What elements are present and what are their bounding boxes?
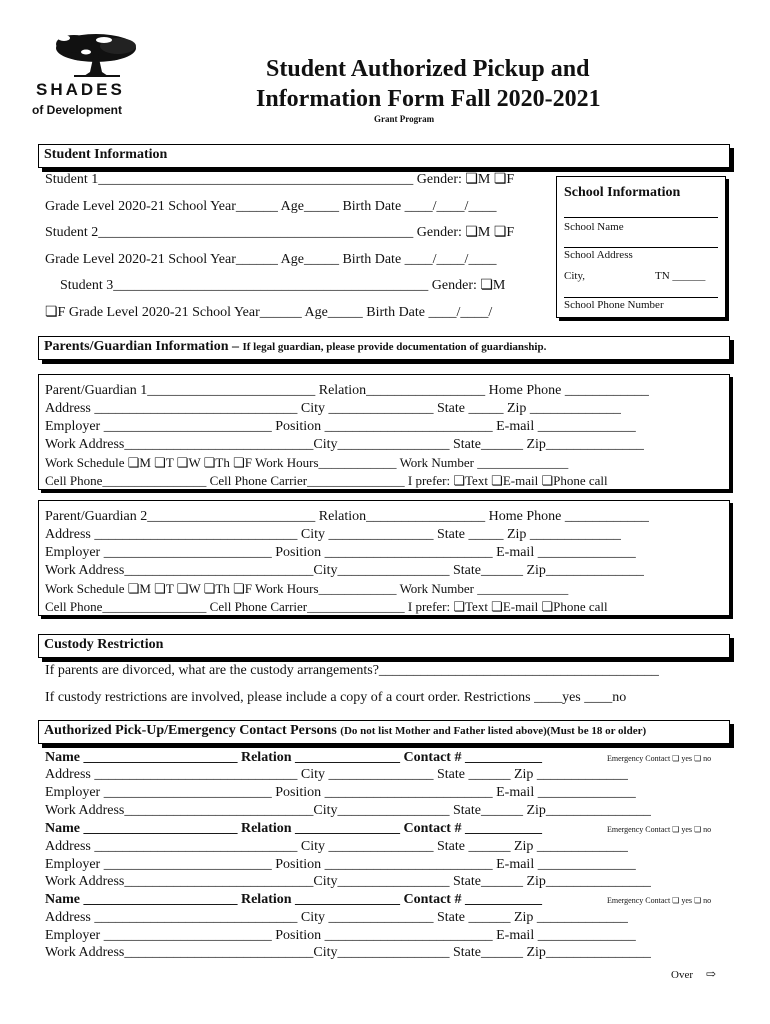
custody-arrangements-question[interactable]: If parents are divorced, what are the custody arrangements?________________________________________ — [45, 663, 659, 678]
form-subtitle: Grant Program — [374, 114, 435, 124]
student2-details-row[interactable]: Grade Level 2020-21 School Year______ Age_____ Birth Date ____/____/____ — [45, 252, 497, 267]
contact2-address-row[interactable]: Address _____________________________ City _______________ State ______ Zip _____________ — [45, 839, 628, 854]
custody-header: Custody Restriction — [38, 634, 730, 658]
guardian1-box — [38, 374, 730, 490]
logo — [30, 30, 140, 120]
contact1-employer-row[interactable]: Employer ________________________ Position ________________________ E-mail ______________ — [45, 785, 636, 800]
tree-icon — [44, 30, 144, 78]
contact1-work-row[interactable]: Work Address___________________________City________________ State______ Zip_______________ — [45, 803, 651, 818]
contact2-work-row[interactable]: Work Address___________________________City________________ State______ Zip_______________ — [45, 874, 651, 889]
parents-header-title: Parents/Guardian Information – — [44, 339, 243, 354]
guardian1-line-4[interactable]: Work Address___________________________City________________ State______ Zip______________ — [45, 437, 644, 452]
contact2-name-row[interactable]: Name ______________________ Relation _______________ Contact # ___________ — [45, 821, 542, 836]
pickup-header-note: (Do not list Mother and Father listed above)(Must be 18 or older) — [340, 725, 647, 737]
contact1-emergency-checkbox[interactable]: Emergency Contact ❏ yes ❏ no — [607, 754, 712, 763]
student3-details-row[interactable]: ❏F Grade Level 2020-21 School Year______ Age_____ Birth Date ____/____/ — [45, 305, 493, 320]
student1-details-row[interactable]: Grade Level 2020-21 School Year______ Age_____ Birth Date ____/____/____ — [45, 199, 497, 214]
school-name-line[interactable] — [564, 217, 718, 218]
contact1-name-row[interactable]: Name ______________________ Relation _______________ Contact # ___________ — [45, 750, 542, 765]
brand-tagline: of Development — [32, 103, 123, 117]
pickup-header-title: Authorized Pick-Up/Emergency Contact Persons — [44, 723, 341, 738]
pickup-header — [38, 720, 730, 744]
contact3-name-row[interactable]: Name ______________________ Relation _______________ Contact # ___________ — [45, 892, 542, 907]
guardian1-line-3[interactable]: Employer ________________________ Position ________________________ E-mail ______________ — [45, 419, 636, 434]
contact3-work-row[interactable]: Work Address___________________________City________________ State______ Zip_______________ — [45, 945, 651, 960]
contact2-employer-row[interactable]: Employer ________________________ Position ________________________ E-mail ______________ — [45, 857, 636, 872]
school-city-label: City, — [564, 270, 585, 282]
contact1-address-row[interactable]: Address _____________________________ City _______________ State ______ Zip _____________ — [45, 767, 628, 782]
student2-row[interactable]: Student 2_____________________________________________ Gender: ❏M ❏F — [45, 225, 515, 240]
school-address-line[interactable] — [564, 247, 718, 248]
student1-row[interactable]: Student 1_____________________________________________ Gender: ❏M ❏F — [45, 172, 515, 187]
school-phone-line[interactable] — [564, 297, 718, 298]
guardian2-line-3[interactable]: Employer ________________________ Position ________________________ E-mail ______________ — [45, 545, 636, 560]
over-label: Over — [671, 969, 693, 981]
parents-header — [38, 336, 730, 360]
parents-header-note: If legal guardian, please provide documentation of guardianship. — [242, 341, 547, 353]
guardian2-line-1[interactable]: Parent/Guardian 2________________________ Relation_________________ Home Phone ____________ — [45, 509, 649, 524]
contact3-employer-row[interactable]: Employer ________________________ Position ________________________ E-mail ______________ — [45, 928, 636, 943]
brand-name: SHADES — [36, 80, 125, 99]
student-info-header: Student Information — [38, 144, 730, 168]
school-phone-label: School Phone Number — [564, 299, 664, 311]
guardian2-line-4[interactable]: Work Address___________________________City________________ State______ Zip______________ — [45, 563, 644, 578]
contact2-emergency-checkbox[interactable]: Emergency Contact ❏ yes ❏ no — [607, 825, 712, 834]
guardian2-line-5[interactable]: Work Schedule ❏M ❏T ❏W ❏Th ❏F Work Hours____________ Work Number ______________ — [45, 581, 569, 596]
form-title-line1: Student Authorized Pickup and — [266, 56, 590, 82]
student3-row[interactable]: Student 3_____________________________________________ Gender: ❏M — [60, 278, 506, 293]
guardian2-line-6[interactable]: Cell Phone________________ Cell Phone Carrier_______________ I prefer: ❏Text ❏E-mail ❏Phone call — [45, 599, 608, 614]
school-address-label: School Address — [564, 249, 633, 261]
arrow-right-icon: ⇨ — [706, 967, 717, 981]
guardian2-line-2[interactable]: Address _____________________________ City _______________ State _____ Zip _____________ — [45, 527, 621, 542]
guardian1-line-1[interactable]: Parent/Guardian 1________________________ Relation_________________ Home Phone ____________ — [45, 383, 649, 398]
guardian1-line-2[interactable]: Address _____________________________ City _______________ State _____ Zip _____________ — [45, 401, 621, 416]
form-title-line2: Information Form Fall 2020-2021 — [256, 86, 601, 112]
contact3-emergency-checkbox[interactable]: Emergency Contact ❏ yes ❏ no — [607, 896, 712, 905]
guardian1-line-5[interactable]: Work Schedule ❏M ❏T ❏W ❏Th ❏F Work Hours____________ Work Number ______________ — [45, 455, 569, 470]
custody-restrictions-question[interactable]: If custody restrictions are involved, please include a copy of a court order. Restrictions ____yes ____no — [45, 690, 627, 705]
guardian2-box — [38, 500, 730, 616]
school-state-field[interactable]: TN ______ — [655, 270, 706, 282]
guardian1-line-6[interactable]: Cell Phone________________ Cell Phone Carrier_______________ I prefer: ❏Text ❏E-mail ❏Phone call — [45, 473, 608, 488]
school-name-label: School Name — [564, 221, 624, 233]
contact3-address-row[interactable]: Address _____________________________ City _______________ State ______ Zip _____________ — [45, 910, 628, 925]
school-info-box — [556, 176, 726, 318]
school-info-header: School Information — [564, 185, 681, 200]
